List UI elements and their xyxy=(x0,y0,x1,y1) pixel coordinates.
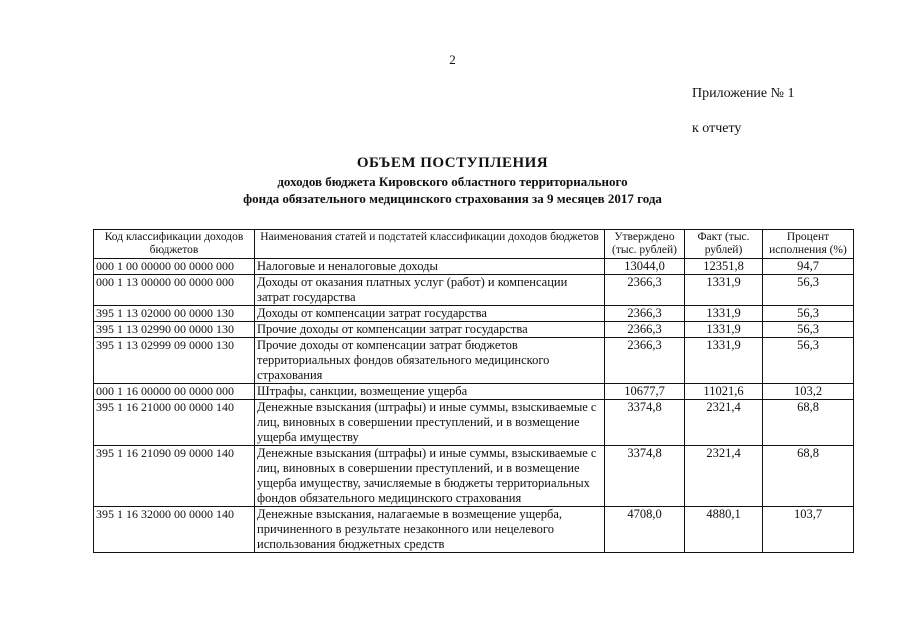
appendix-to-label: к отчету xyxy=(692,121,742,136)
row-code: 395 1 16 21090 09 0000 140 xyxy=(94,446,255,507)
table-row xyxy=(94,306,854,322)
header-approved: Утверждено (тыс. рублей) xyxy=(605,230,685,259)
row-name: Прочие доходы от компенсации затрат государства xyxy=(255,322,605,338)
header-code: Код классификации доходов бюджетов xyxy=(94,230,255,259)
row-code: 395 1 16 21000 00 0000 140 xyxy=(94,400,255,446)
row-fact: 2321,4 xyxy=(685,446,763,507)
row-name: Прочие доходы от компенсации затрат бюджетов территориальных фондов обязательного медицинского страхования xyxy=(255,338,605,384)
row-percent: 68,8 xyxy=(763,400,854,446)
page-number: 2 xyxy=(449,52,456,67)
document-subtitle-line1: доходов бюджета Кировского областного территориального xyxy=(277,174,628,189)
row-code: 395 1 13 02990 00 0000 130 xyxy=(94,322,255,338)
revenue-table xyxy=(93,229,854,553)
row-approved: 3374,8 xyxy=(605,400,685,446)
appendix-label: Приложение № 1 xyxy=(692,86,795,101)
document-title: ОБЪЕМ ПОСТУПЛЕНИЯ xyxy=(356,155,549,171)
row-approved: 3374,8 xyxy=(605,446,685,507)
row-fact: 1331,9 xyxy=(685,275,763,306)
row-percent: 56,3 xyxy=(763,275,854,306)
table-row xyxy=(94,384,854,400)
row-code: 000 1 16 00000 00 0000 000 xyxy=(94,384,255,400)
row-name: Доходы от компенсации затрат государства xyxy=(255,306,605,322)
header-percent: Процент исполнения (%) xyxy=(763,230,854,259)
row-name: Налоговые и неналоговые доходы xyxy=(255,259,605,275)
row-fact: 1331,9 xyxy=(685,322,763,338)
row-fact: 4880,1 xyxy=(685,507,763,553)
row-approved: 2366,3 xyxy=(605,275,685,306)
row-approved: 2366,3 xyxy=(605,338,685,384)
row-percent: 56,3 xyxy=(763,306,854,322)
row-fact: 2321,4 xyxy=(685,400,763,446)
table-row xyxy=(94,507,854,553)
row-percent: 103,7 xyxy=(763,507,854,553)
row-code: 000 1 13 00000 00 0000 000 xyxy=(94,275,255,306)
header-name: Наименования статей и подстатей классификации доходов бюджетов xyxy=(255,230,605,259)
row-approved: 4708,0 xyxy=(605,507,685,553)
row-name: Денежные взыскания (штрафы) и иные суммы, взыскиваемые с лиц, виновных в совершении преступлений, и в возмещение ущерба имуществу xyxy=(255,400,605,446)
table-row xyxy=(94,338,854,384)
row-name: Доходы от оказания платных услуг (работ) и компенсации затрат государства xyxy=(255,275,605,306)
table-row xyxy=(94,275,854,306)
row-fact: 1331,9 xyxy=(685,338,763,384)
row-name: Денежные взыскания, налагаемые в возмещение ущерба, причиненного в результате незаконного или нецелевого использования бюджетных средств xyxy=(255,507,605,553)
row-fact: 11021,6 xyxy=(685,384,763,400)
table-row xyxy=(94,322,854,338)
row-code: 395 1 13 02999 09 0000 130 xyxy=(94,338,255,384)
row-approved: 13044,0 xyxy=(605,259,685,275)
row-code: 000 1 00 00000 00 0000 000 xyxy=(94,259,255,275)
document-subtitle-line2: фонда обязательного медицинского страхования за 9 месяцев 2017 года xyxy=(243,191,662,206)
row-fact: 1331,9 xyxy=(685,306,763,322)
row-percent: 94,7 xyxy=(763,259,854,275)
row-code: 395 1 13 02000 00 0000 130 xyxy=(94,306,255,322)
row-fact: 12351,8 xyxy=(685,259,763,275)
row-name: Денежные взыскания (штрафы) и иные суммы, взыскиваемые с лиц, виновных в совершении преступлений, и в возмещение ущерба имуществу, зачисляемые в бюджеты территориальных фондов обязательного медицинского страхования xyxy=(255,446,605,507)
row-percent: 103,2 xyxy=(763,384,854,400)
row-percent: 56,3 xyxy=(763,338,854,384)
table-row xyxy=(94,400,854,446)
header-fact: Факт (тыс. рублей) xyxy=(685,230,763,259)
row-approved: 2366,3 xyxy=(605,306,685,322)
table-header-row xyxy=(94,230,854,259)
table-row xyxy=(94,446,854,507)
row-code: 395 1 16 32000 00 0000 140 xyxy=(94,507,255,553)
row-percent: 56,3 xyxy=(763,322,854,338)
row-percent: 68,8 xyxy=(763,446,854,507)
table-row xyxy=(94,259,854,275)
row-approved: 2366,3 xyxy=(605,322,685,338)
row-name: Штрафы, санкции, возмещение ущерба xyxy=(255,384,605,400)
row-approved: 10677,7 xyxy=(605,384,685,400)
